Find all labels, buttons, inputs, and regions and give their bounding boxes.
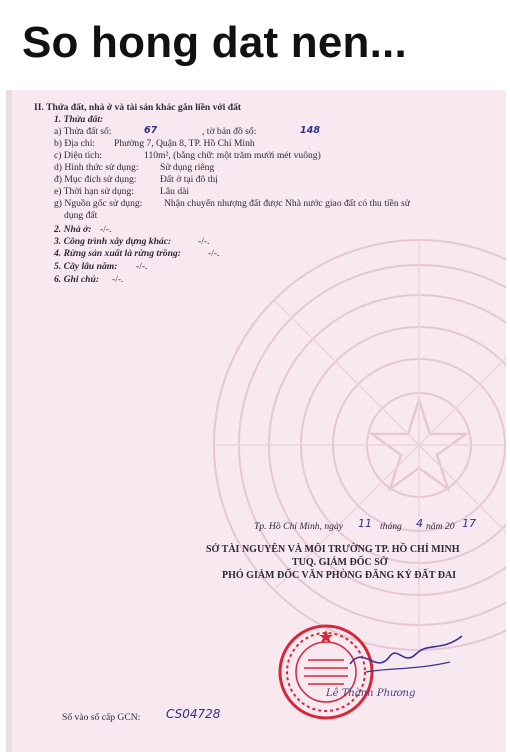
item-1-heading: 1. Thửa đất: — [54, 114, 104, 125]
authority-line3: PHÓ GIÁM ĐỐC VĂN PHÒNG ĐĂNG KÝ ĐẤT ĐAI — [222, 570, 457, 581]
authority-line1: SỞ TÀI NGUYÊN VÀ MÔI TRƯỜNG TP. HỒ CHÍ MINH — [206, 544, 460, 555]
date-month-label: tháng — [380, 521, 402, 532]
origin-label: g) Nguồn gốc sử dụng: — [54, 198, 143, 209]
term-value: Lâu dài — [160, 186, 190, 197]
area-label: c) Diện tích: — [54, 150, 102, 161]
parcel-number: 67 — [144, 125, 158, 136]
map-sheet-label: , tờ bản đồ số: — [202, 126, 257, 137]
authority-line2: TUQ. GIÁM ĐỐC SỞ — [292, 557, 388, 568]
land-certificate-page — [6, 90, 506, 752]
use-form-value: Sử dụng riêng — [160, 162, 215, 173]
gcn-number: CS04728 — [166, 707, 221, 721]
gcn-label: Số vào sổ cấp GCN: — [62, 712, 141, 723]
date-day: 11 — [358, 517, 372, 530]
item-4-label: 4. Rừng sản xuất là rừng trồng: — [54, 248, 181, 259]
date-year-suffix: 17 — [462, 517, 476, 530]
use-form-label: d) Hình thức sử dụng: — [54, 162, 139, 173]
date-month: 4 — [416, 517, 423, 530]
signer-name: Lê Thành Phương — [326, 688, 416, 699]
item-3-label: 3. Công trình xây dựng khác: — [54, 236, 172, 247]
item-4-value: -/-. — [208, 248, 220, 259]
item-6-value: -/-. — [112, 274, 124, 285]
origin-value-line2: dụng đất — [64, 210, 98, 221]
origin-value-line1: Nhận chuyển nhượng đất được Nhà nước giao đất có thu tiền sử — [164, 198, 410, 209]
purpose-label: đ) Mục đích sử dụng: — [54, 174, 137, 185]
item-2-label: 2. Nhà ở: — [54, 224, 92, 235]
item-2-value: -/-. — [100, 224, 112, 235]
signature-icon — [346, 626, 466, 686]
date-year-prefix: năm 20 — [426, 521, 455, 532]
map-sheet-number: 148 — [300, 125, 321, 136]
section-heading: II. Thửa đất, nhà ở và tài sản khác gắn liền với đất — [34, 102, 242, 113]
purpose-value: Đất ở tại đô thị — [160, 174, 218, 185]
address-label: b) Địa chỉ: — [54, 138, 96, 149]
term-label: e) Thời hạn sử dụng: — [54, 186, 134, 197]
item-3-value: -/-. — [198, 236, 210, 247]
caption-banner — [0, 0, 510, 88]
item-6-label: 6. Ghi chú: — [54, 274, 100, 285]
item-5-label: 5. Cây lâu năm: — [54, 261, 118, 272]
area-value: 110m², (bằng chữ: một trăm mười mét vuông) — [144, 150, 321, 161]
parcel-label: a) Thửa đất số: — [54, 126, 112, 137]
date-prefix: Tp. Hồ Chí Minh, ngày — [254, 521, 344, 532]
address-value: Phường 7, Quận 8, TP. Hồ Chí Minh — [114, 138, 255, 149]
item-5-value: -/-. — [136, 261, 148, 272]
caption-title: So hong dat nen... — [22, 18, 407, 67]
